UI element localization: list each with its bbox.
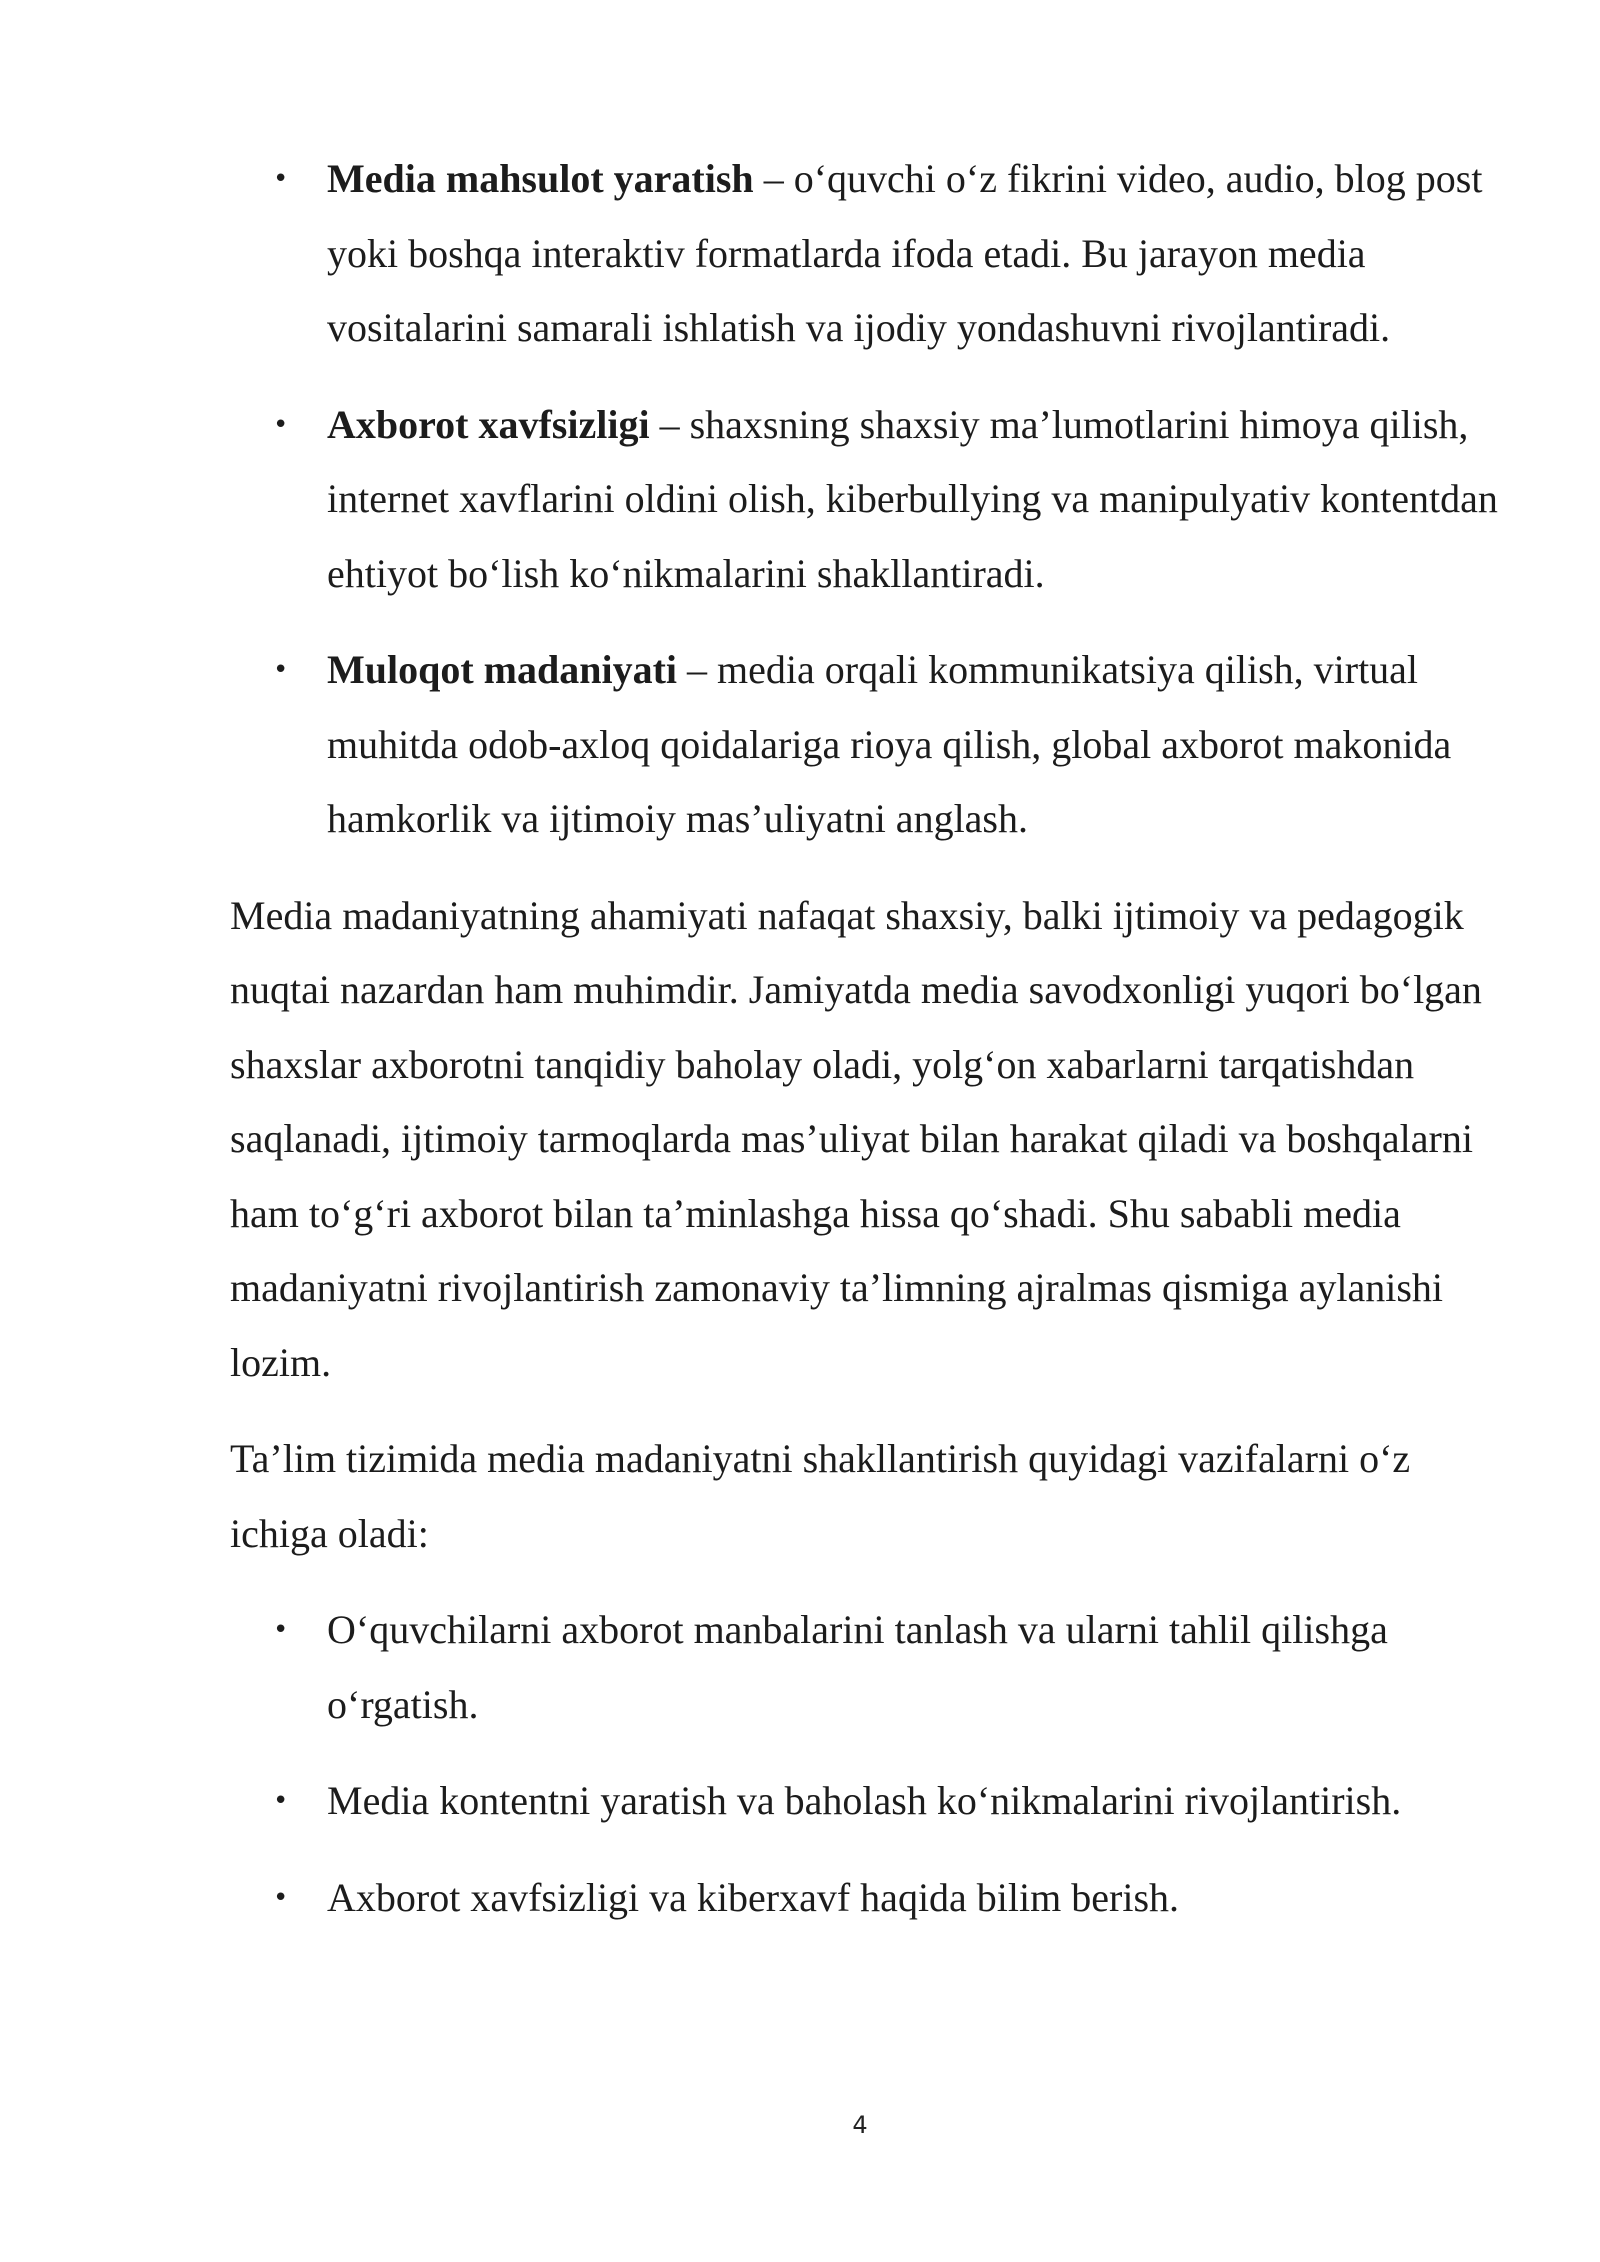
list-item-term: Media mahsulot yaratish <box>327 156 754 201</box>
list-item <box>230 1593 1505 1742</box>
bullet-icon: • <box>273 655 289 685</box>
bullet-icon: • <box>273 1615 289 1645</box>
list-item <box>230 633 1505 857</box>
body-paragraph: Ta’lim tizimida media madaniyatni shakllantirish quyidagi vazifalarni o‘z ichiga oladi: <box>230 1436 1411 1556</box>
skills-list <box>230 142 1505 857</box>
bullet-icon: • <box>273 1786 289 1816</box>
list-item-text: – media orqali kommunikatsiya qilish, virtual muhitda odob-axloq qoidalariga rioya qilish, global axborot makonida hamkorlik va ijtimoiy mas’uliyatni anglash. <box>327 647 1452 841</box>
list-item <box>230 1764 1505 1839</box>
list-item <box>230 142 1505 366</box>
list-item-text: Media kontentni yaratish va baholash ko‘nikmalarini rivojlantirish. <box>327 1778 1402 1823</box>
bullet-icon: • <box>273 1882 289 1913</box>
page-number: 4 <box>852 2111 868 2139</box>
tasks-list <box>230 1593 1505 1935</box>
list-item <box>230 388 1505 612</box>
list-item <box>230 1861 1505 1936</box>
list-item-text: O‘quvchilarni axborot manbalarini tanlash va ularni tahlil qilishga o‘rgatish. <box>327 1607 1388 1727</box>
list-item-term: Axborot xavfsizligi <box>327 401 650 447</box>
body-paragraph: Media madaniyatning ahamiyati nafaqat shaxsiy, balki ijtimoiy va pedagogik nuqtai nazardan ham muhimdir. Jamiyatda media savodxonligi yuqori bo‘lgan shaxslar axborotni tanqidiy baholay oladi, yolg‘on xabarlarni tarqatishdan saqlanadi, ijtimoiy tarmoqlarda mas’uliyat bilan harakat qiladi va boshqalarni ham to‘g‘ri axborot bilan ta’minlashga hissa qo‘shadi. Shu sababli media madaniyatni rivojlantirish zamonaviy ta’limning ajralmas qismiga aylanishi lozim. <box>230 892 1482 1385</box>
page-content <box>230 142 1505 1935</box>
list-item-text: – shaxsning shaxsiy ma’lumotlarini himoya qilish, internet xavflarini oldini olish, kiberbullying va manipulyativ kontentdan ehtiyot bo‘lish ko‘nikmalarini shakllantiradi. <box>327 401 1498 596</box>
list-item-text: Axborot xavfsizligi va kiberxavf haqida bilim berish. <box>327 1874 1180 1920</box>
bullet-icon: • <box>273 164 289 194</box>
list-item-text: – o‘quvchi o‘z fikrini video, audio, blog post yoki boshqa interaktiv formatlarda ifoda etadi. Bu jarayon media vositalarini samarali ishlatish va ijodiy yondashuvni rivojlantiradi. <box>327 156 1483 350</box>
list-item-term: Muloqot madaniyati <box>327 647 678 692</box>
bullet-icon: • <box>273 409 289 440</box>
